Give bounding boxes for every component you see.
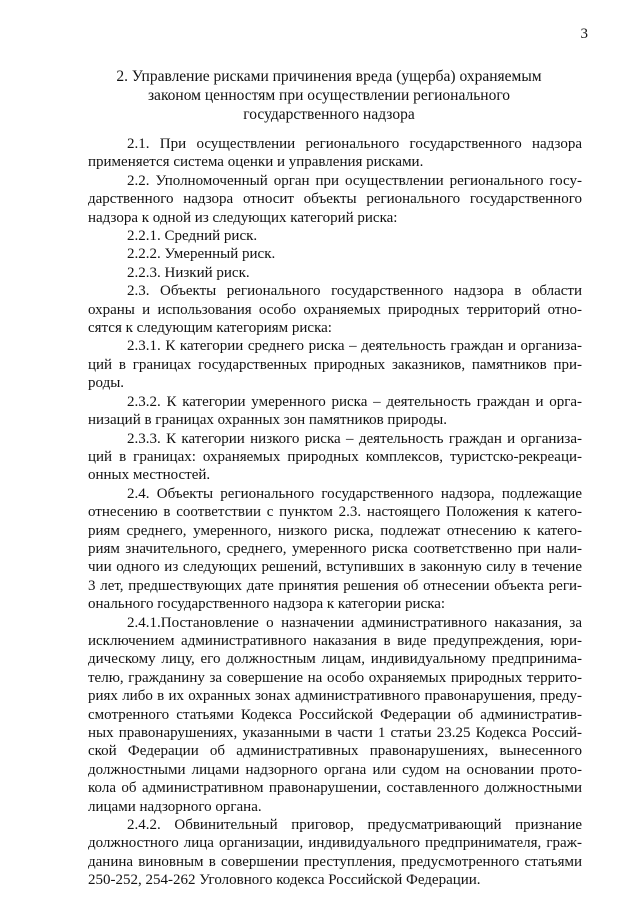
paragraph-line: надзора к одной из следующих категорий риска: — [88, 209, 398, 226]
paragraph — [88, 485, 582, 614]
paragraph — [88, 172, 582, 227]
paragraph-line: роды. — [88, 375, 125, 392]
document-body — [88, 135, 582, 890]
heading-line: законом ценностям при осуществлении регионального — [147, 87, 511, 104]
section-heading — [88, 67, 570, 124]
paragraph-line: отнесению в соответствии с пунктом 2.3. настоящего Положения к катего- — [88, 504, 582, 521]
paragraph — [88, 227, 582, 245]
paragraph-line: 2.2.3. Низкий риск. — [127, 264, 250, 281]
paragraph-line: 2.2. Уполномоченный орган при осуществлении регионального госу- — [127, 172, 582, 189]
paragraph-line: сятся к следующим категориям риска: — [88, 320, 332, 337]
paragraph-line: онального государственного надзора к категории риска: — [88, 596, 446, 613]
paragraph-line: 2.3. Объекты регионального государственного надзора в области — [127, 283, 582, 300]
paragraph-line: 2.4.2. Обвинительный приговор, предусматривающий признание — [127, 817, 582, 834]
paragraph-line: данина виновным в совершении преступления, предусмотренного статьями — [88, 853, 582, 870]
paragraph — [88, 393, 582, 430]
paragraph-line: риях либо в их охранных зонах административного правонарушения, преду- — [88, 688, 582, 705]
paragraph-line: 2.4.1.Постановление о назначении административного наказания, за — [127, 614, 582, 631]
paragraph-line: 2.2.2. Умеренный риск. — [127, 246, 276, 263]
paragraph — [88, 264, 582, 282]
paragraph-line: низаций в границах охранных зон памятников природы. — [88, 412, 448, 429]
paragraph-line: риям значительного, среднего, умеренного риска соответственно при нали- — [88, 540, 582, 557]
paragraph-line: онных местностей. — [88, 467, 211, 484]
paragraph — [88, 135, 582, 172]
heading-line: государственного надзора — [243, 106, 415, 123]
paragraph-line: охраны и использования особо охраняемых природных территорий отно- — [88, 301, 582, 318]
paragraph-line: дарственного надзора относит объекты регионального государственного — [88, 191, 582, 208]
paragraph-line: исключением административного наказания в виде предупреждения, юри- — [88, 632, 582, 649]
paragraph — [88, 282, 582, 337]
paragraph-line: риям среднего, умеренного, низкого риска, подлежат отнесению к катего- — [88, 522, 582, 539]
paragraph-line: 3 лет, предшествующих дате принятия решения об отнесении объекта реги- — [88, 577, 582, 594]
paragraph-line: ций в границах: охраняемых природных комплексов, туристско-рекреаци- — [88, 448, 582, 465]
paragraph-line: 250-252, 254-262 Уголовного кодекса Российской Федерации. — [88, 872, 481, 889]
paragraph-line: дическому лицу, его должностным лицам, индивидуальному предпринима- — [88, 651, 582, 668]
paragraph — [88, 816, 582, 890]
paragraph-line: ций в границах государственных природных заказников, памятников при- — [88, 356, 582, 373]
paragraph-line: 2.3.3. К категории низкого риска – деятельность граждан и организа- — [127, 430, 582, 447]
paragraph-line: телю, гражданину за совершение на особо охраняемых природных террито- — [88, 669, 582, 686]
paragraph-line: лицами надзорного органа. — [88, 798, 262, 815]
paragraph-line: 2.2.1. Средний риск. — [127, 228, 258, 245]
paragraph-line: ской Федерации об административных правонарушениях, вынесенного — [88, 743, 582, 760]
paragraph-line: 2.1. При осуществлении регионального государственного надзора — [127, 136, 582, 152]
page-number: 3 — [580, 26, 588, 42]
paragraph — [88, 614, 582, 816]
paragraph-line: 2.4. Объекты регионального государственного надзора, подлежащие — [127, 485, 582, 502]
paragraph-line: 2.3.2. К категории умеренного риска – деятельность граждан и орга- — [127, 393, 582, 410]
paragraph-line: применяется система оценки и управления рисками. — [88, 154, 424, 171]
paragraph-line: чии одного из следующих решений, вступивших в законную силу в течение — [88, 559, 582, 576]
paragraph-line: 2.3.1. К категории среднего риска – деятельность граждан и организа- — [127, 338, 582, 355]
paragraph-line: должностными лицами надзорного органа или судом на основании прото- — [88, 761, 582, 778]
paragraph-line: смотренного статьями Кодекса Российской Федерации об административ- — [88, 706, 582, 723]
paragraph — [88, 430, 582, 485]
paragraph-line: кола об административном правонарушении, составленного должностными — [88, 780, 582, 797]
paragraph-line: ных правонарушениях, указанными в части 1 статьи 23.25 Кодекса Россий- — [88, 725, 582, 741]
paragraph — [88, 245, 582, 263]
heading-line: 2. Управление рисками причинения вреда (ущерба) охраняемым — [116, 68, 542, 85]
paragraph-line: должностного лица организации, индивидуального предпринимателя, граж- — [88, 835, 582, 852]
paragraph — [88, 337, 582, 392]
